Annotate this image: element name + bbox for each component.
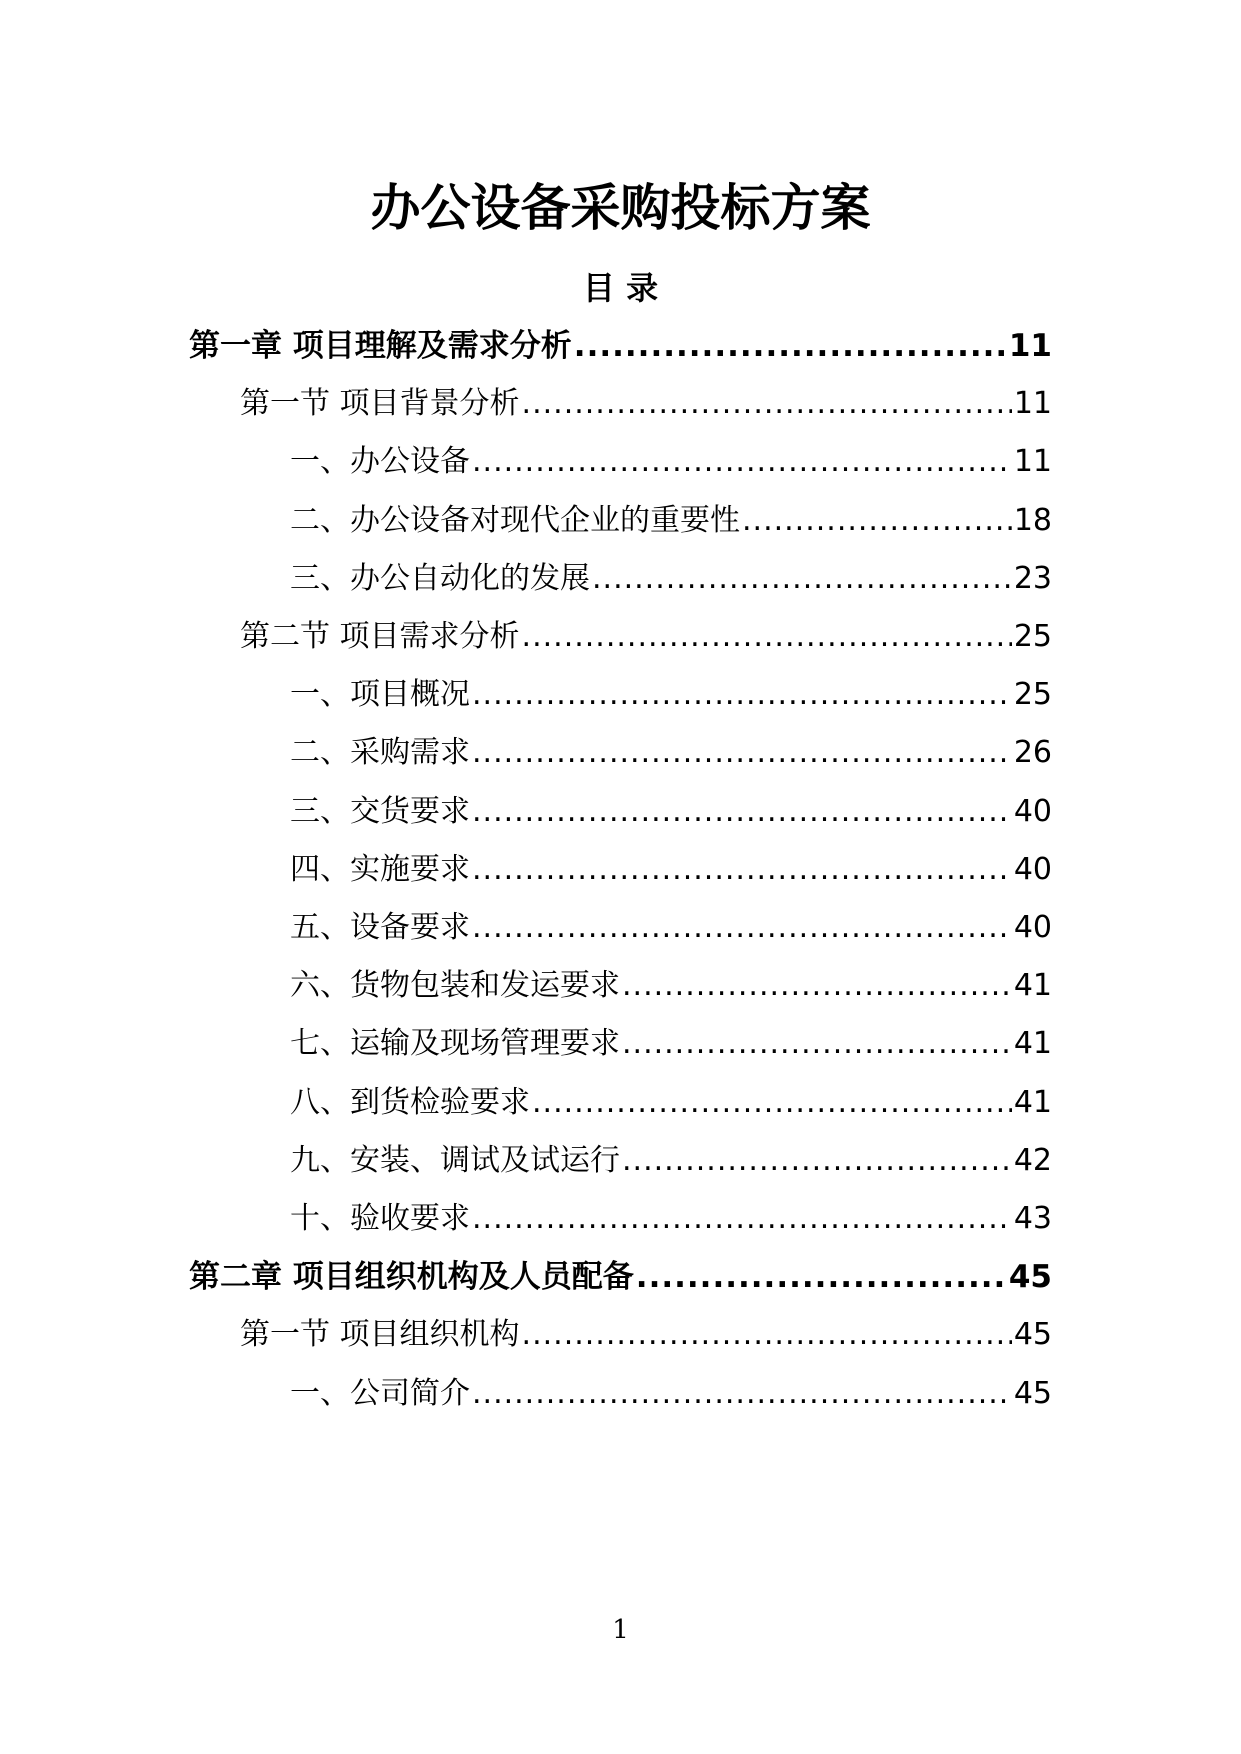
toc-entry-page-number: 45 xyxy=(1013,1375,1052,1411)
toc-entry[interactable] xyxy=(189,324,1052,368)
toc-entry[interactable] xyxy=(290,499,1052,543)
toc-leader-dots xyxy=(472,440,1012,484)
toc-leader-dots xyxy=(472,1197,1012,1241)
toc-leader-dots xyxy=(472,906,1012,950)
toc-heading: 目 录 xyxy=(582,269,659,307)
toc-entry[interactable] xyxy=(290,1022,1052,1066)
toc-entry[interactable] xyxy=(290,731,1052,775)
toc-leader-dots xyxy=(742,499,1012,543)
toc-entry-label: 一、办公设备 xyxy=(290,444,470,480)
toc-entry-label: 五、设备要求 xyxy=(290,910,470,945)
toc-entry-page-number: 23 xyxy=(1013,560,1052,596)
toc-entry-page-number: 25 xyxy=(1013,619,1052,654)
toc-entry-page-number: 41 xyxy=(1013,1026,1052,1062)
toc-entry-page-number: 40 xyxy=(1013,910,1052,945)
toc-entry-page-number: 45 xyxy=(1013,1317,1052,1353)
toc-entry-page-number: 18 xyxy=(1013,502,1052,538)
toc-entry[interactable] xyxy=(290,790,1052,834)
toc-entry-label: 四、实施要求 xyxy=(290,851,470,887)
toc-entry-page-number: 40 xyxy=(1013,851,1052,887)
toc-entry-label: 一、项目概况 xyxy=(290,677,470,713)
toc-entry-page-number: 42 xyxy=(1013,1142,1052,1178)
toc-entry-label: 第一章 项目理解及需求分析 xyxy=(189,328,572,364)
toc-entry[interactable] xyxy=(290,1139,1052,1183)
toc-entry-page-number: 41 xyxy=(1013,1084,1052,1120)
toc-leader-dots xyxy=(472,673,1012,717)
toc-entry-label: 二、办公设备对现代企业的重要性 xyxy=(290,502,740,538)
toc-entry-page-number: 26 xyxy=(1013,735,1052,771)
toc-entry-label: 十、验收要求 xyxy=(290,1201,470,1236)
toc-entry-page-number: 11 xyxy=(1013,444,1052,480)
toc-leader-dots xyxy=(592,557,1012,601)
toc-entry[interactable] xyxy=(290,964,1052,1008)
toc-entry-page-number: 11 xyxy=(1013,386,1052,422)
toc-entry-label: 八、到货检验要求 xyxy=(290,1084,530,1120)
toc-entry[interactable] xyxy=(240,615,1052,659)
toc-entry-label: 二、采购需求 xyxy=(290,735,470,771)
toc-entry-label: 第一节 项目背景分析 xyxy=(240,386,520,422)
toc-leader-dots xyxy=(636,1255,1007,1299)
toc-leader-dots xyxy=(472,1372,1012,1416)
toc-entry-page-number: 43 xyxy=(1013,1201,1052,1236)
toc-entry-page-number: 25 xyxy=(1013,677,1052,713)
toc-leader-dots xyxy=(622,1139,1012,1183)
toc-entry-page-number: 11 xyxy=(1008,328,1052,364)
toc-leader-dots xyxy=(532,1081,1012,1125)
toc-entry[interactable] xyxy=(189,1255,1052,1299)
toc-entry-label: 第二节 项目需求分析 xyxy=(240,619,520,654)
toc-leader-dots xyxy=(522,1313,1012,1357)
toc-entry[interactable] xyxy=(290,1372,1052,1416)
toc-entry-label: 六、货物包装和发运要求 xyxy=(290,968,620,1004)
toc-entry-label: 七、运输及现场管理要求 xyxy=(290,1026,620,1062)
toc-entry[interactable] xyxy=(290,1197,1052,1241)
toc-entry-label: 三、办公自动化的发展 xyxy=(290,560,590,596)
toc-entry-page-number: 41 xyxy=(1013,968,1052,1004)
toc-leader-dots xyxy=(522,615,1012,659)
toc-entry-label: 第二章 项目组织机构及人员配备 xyxy=(189,1259,634,1296)
toc-entry-page-number: 45 xyxy=(1008,1259,1052,1296)
toc-leader-dots xyxy=(472,731,1012,775)
toc-entry-label: 一、公司简介 xyxy=(290,1375,470,1411)
toc-leader-dots xyxy=(622,964,1012,1008)
toc-entry-page-number: 40 xyxy=(1013,793,1052,829)
toc-leader-dots xyxy=(522,382,1012,426)
toc-leader-dots xyxy=(622,1022,1012,1066)
toc-entry[interactable] xyxy=(290,440,1052,484)
toc-leader-dots xyxy=(574,324,1007,368)
toc-entry[interactable] xyxy=(290,673,1052,717)
toc-entry-label: 第一节 项目组织机构 xyxy=(240,1317,520,1353)
page-number: 1 xyxy=(612,1615,629,1645)
toc-entry[interactable] xyxy=(240,1313,1052,1357)
toc-entry[interactable] xyxy=(290,557,1052,601)
toc-entry[interactable] xyxy=(240,382,1052,426)
toc-entry-label: 三、交货要求 xyxy=(290,793,470,829)
toc-entry[interactable] xyxy=(290,1081,1052,1125)
toc-leader-dots xyxy=(472,790,1012,834)
toc-entry[interactable] xyxy=(290,906,1052,950)
toc-entry-label: 九、安装、调试及试运行 xyxy=(290,1142,620,1178)
toc-leader-dots xyxy=(472,848,1012,892)
document-title: 办公设备采购投标方案 xyxy=(370,179,871,237)
toc-entry[interactable] xyxy=(290,848,1052,892)
